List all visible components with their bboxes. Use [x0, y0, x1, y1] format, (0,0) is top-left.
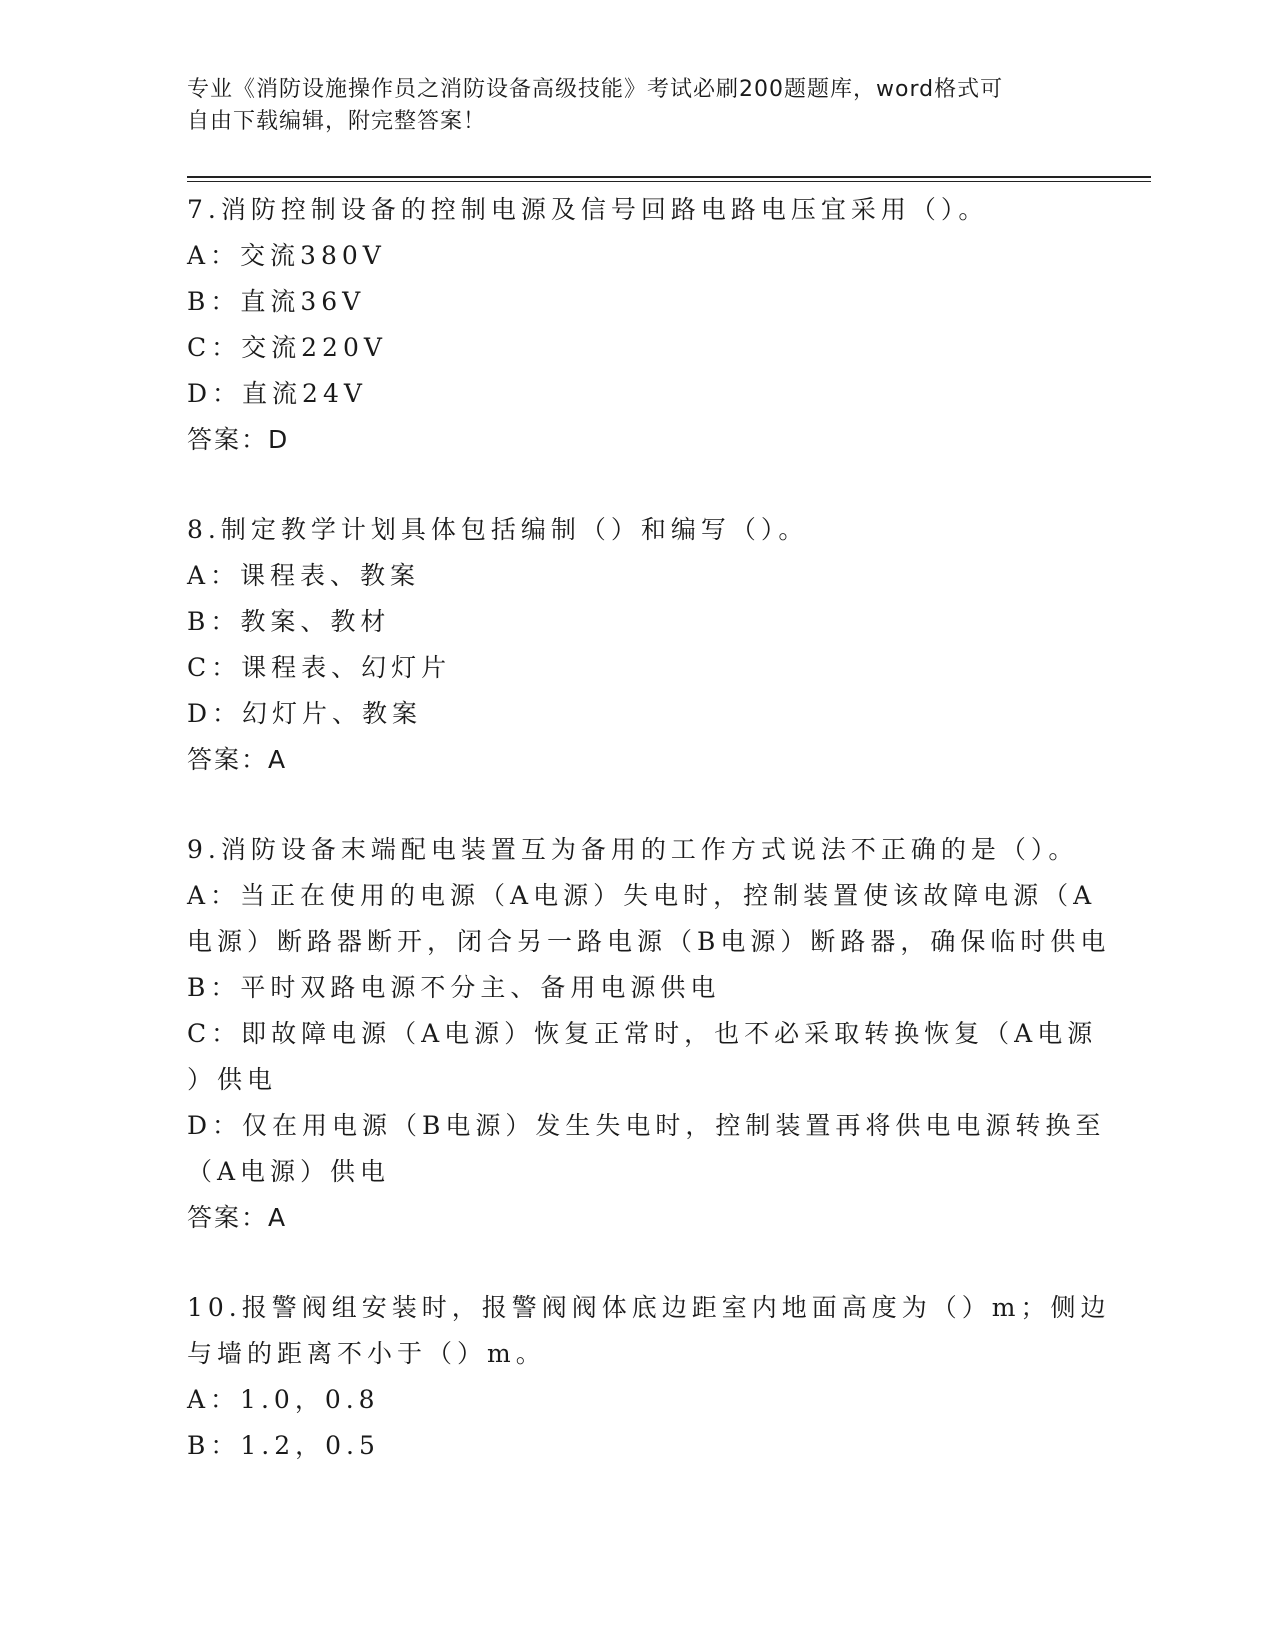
option-b: B：1.2，0.5: [187, 1431, 380, 1460]
option-a: A：1.0，0.8: [187, 1385, 380, 1414]
option-d: D：直流24V: [187, 379, 367, 408]
answer-label: 答案：D: [187, 425, 290, 454]
option-a-continued: 电源）断路器断开，闭合另一路电源（B电源）断路器，确保临时供电: [187, 927, 1111, 956]
header-line-1: 专业《消防设施操作员之消防设备高级技能》考试必刷200题题库，word格式可: [187, 77, 1004, 102]
option-d-continued: （A电源）供电: [187, 1157, 391, 1186]
question-stem: 7.消防控制设备的控制电源及信号回路电路电压宜采用（）。: [187, 195, 989, 224]
question-stem: 8.制定教学计划具体包括编制（）和编写（）。: [187, 515, 809, 544]
option-c: C：课程表、幻灯片: [187, 653, 452, 682]
header-line-2: 自由下载编辑，附完整答案！: [187, 109, 487, 134]
question-stem: 9.消防设备末端配电装置互为备用的工作方式说法不正确的是（）。: [187, 835, 1079, 864]
header-divider-thin: [187, 181, 1151, 182]
option-b: B：平时双路电源不分主、备用电源供电: [187, 973, 721, 1002]
option-a: A：课程表、教案: [187, 561, 421, 590]
option-a: A：交流380V: [187, 241, 386, 270]
question-list: [187, 187, 1111, 1513]
option-d: D：幻灯片、教案: [187, 699, 423, 728]
answer-label: 答案：A: [187, 1203, 288, 1232]
question-stem: 10.报警阀组安装时，报警阀阀体底边距室内地面高度为（）m；侧边: [187, 1293, 1111, 1322]
option-b: B：直流36V: [187, 287, 366, 316]
option-a: A：当正在使用的电源（A电源）失电时，控制装置使该故障电源（A: [187, 881, 1097, 910]
option-b: B：教案、教材: [187, 607, 391, 636]
answer-label: 答案：A: [187, 745, 288, 774]
question-9: [187, 827, 1111, 1241]
document-header: [187, 74, 1087, 138]
header-divider-thick: [187, 176, 1151, 178]
question-7: [187, 187, 1107, 463]
question-stem-continued: 与墙的距离不小于（）m。: [187, 1339, 546, 1368]
option-d: D：仅在用电源（B电源）发生失电时，控制装置再将供电电源转换至: [187, 1111, 1106, 1140]
question-8: [187, 507, 1107, 783]
option-c-continued: ）供电: [187, 1065, 278, 1094]
question-10: [187, 1285, 1111, 1469]
option-c: C：交流220V: [187, 333, 387, 362]
option-c: C：即故障电源（A电源）恢复正常时，也不必采取转换恢复（A电源: [187, 1019, 1098, 1048]
